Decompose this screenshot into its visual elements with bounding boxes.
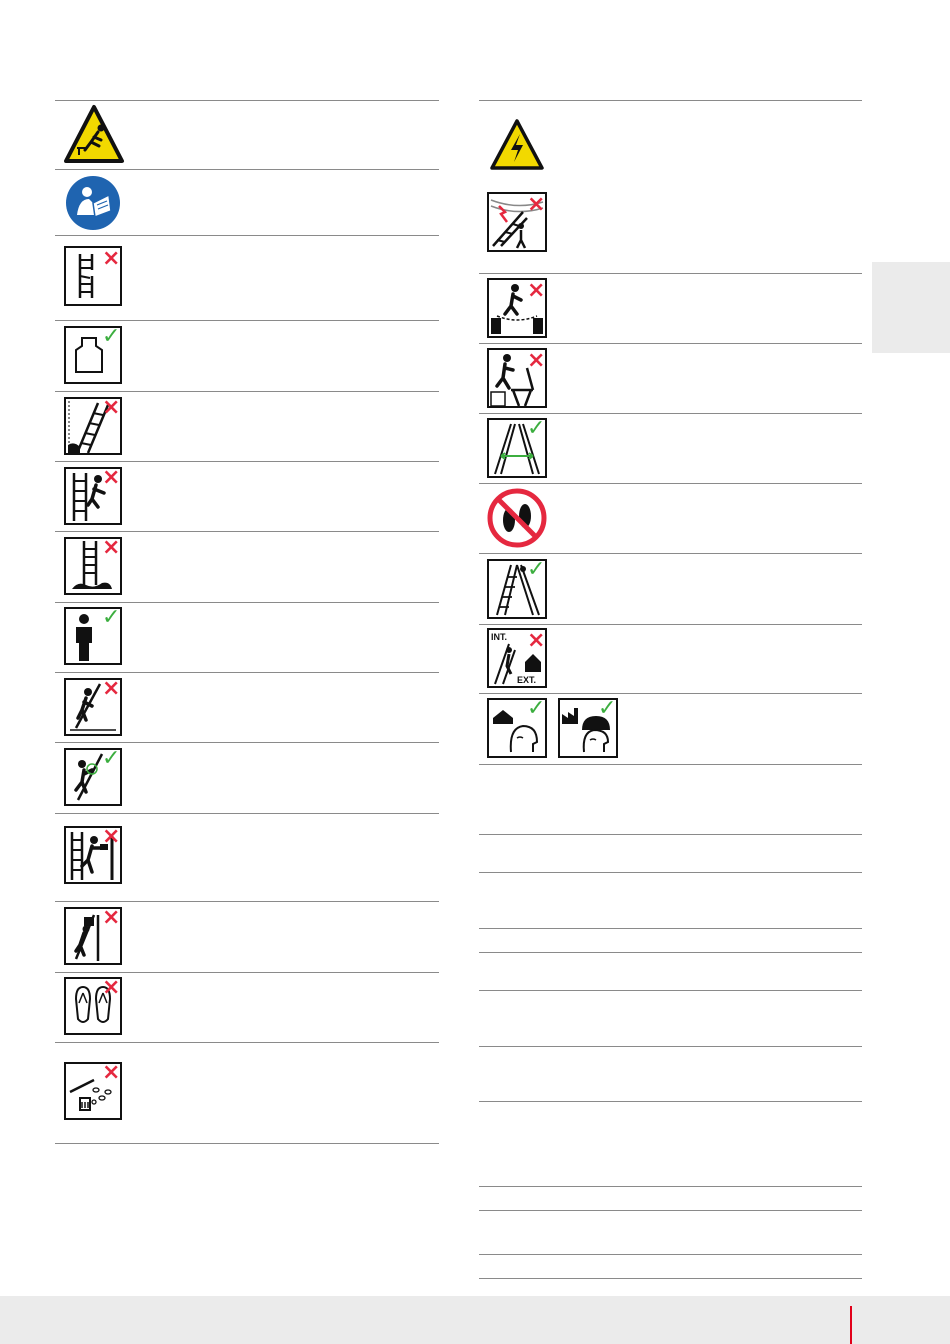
allowed-mark-icon: ✓ [102, 605, 121, 630]
prohibited-mark-icon: × [102, 465, 121, 490]
indoor-outdoor-use-icon [487, 628, 547, 688]
divider [55, 169, 439, 170]
prohibited-mark-icon: × [102, 246, 121, 271]
allowed-mark-icon: ✓ [527, 557, 546, 582]
right-icon-list [479, 100, 862, 1210]
medication-alcohol-icon [64, 1062, 122, 1120]
climbing-facing-away-icon [64, 678, 122, 736]
divider [479, 100, 862, 101]
do-not-stand-here-icon [487, 488, 547, 548]
combination-ladder-use-icon [487, 559, 547, 619]
allowed-mark-icon: ✓ [527, 416, 546, 441]
divider [479, 1046, 862, 1047]
divider [479, 413, 862, 414]
divider [479, 990, 862, 991]
allowed-mark-icon: ✓ [102, 746, 121, 771]
prohibited-mark-icon: × [102, 824, 121, 849]
maximum-load-weight-icon [64, 326, 122, 384]
divider [55, 461, 439, 462]
divider [55, 672, 439, 673]
divider [479, 273, 862, 274]
left-icon-list [55, 100, 439, 1146]
divider [55, 531, 439, 532]
prohibited-mark-icon: × [527, 348, 546, 373]
damaged-ladder-icon [64, 246, 122, 306]
divider [55, 1042, 439, 1043]
divider [479, 343, 862, 344]
prohibited-mark-icon: × [102, 676, 121, 701]
prohibited-mark-icon: × [102, 395, 121, 420]
person-stepping-off-side-icon [64, 467, 122, 525]
prohibited-mark-icon: × [527, 628, 546, 653]
stepping-across-to-another-surface-icon [487, 278, 547, 338]
divider [479, 1254, 862, 1255]
carrying-heavy-load-icon [64, 907, 122, 965]
allowed-mark-icon: ✓ [527, 696, 546, 721]
divider [479, 952, 862, 953]
divider [479, 1210, 862, 1211]
divider [479, 624, 862, 625]
ladder-on-slippery-surface-icon [64, 537, 122, 595]
standing-on-top-step-icon [487, 348, 547, 408]
divider [479, 1101, 862, 1102]
svg-text:INT.: INT. [491, 632, 508, 642]
page-footer [0, 1296, 950, 1344]
divider [479, 764, 862, 765]
divider [55, 320, 439, 321]
divider [55, 602, 439, 603]
allowed-mark-icon: ✓ [598, 696, 617, 721]
prohibited-mark-icon: × [102, 535, 121, 560]
divider [55, 1143, 439, 1144]
electrical-hazard-warning-icon [489, 118, 545, 172]
prohibited-mark-icon: × [527, 192, 546, 217]
divider [479, 872, 862, 873]
person-fit-condition-icon [64, 607, 122, 665]
fully-open-spreader-icon [487, 418, 547, 478]
prohibited-mark-icon: × [527, 278, 546, 303]
side-loading-drilling-icon [64, 826, 122, 884]
live-power-lines-icon [487, 192, 547, 252]
divider [55, 972, 439, 973]
footer-accent-bar [850, 1306, 852, 1344]
side-section-tab [872, 262, 950, 353]
divider [55, 100, 439, 101]
divider [479, 553, 862, 554]
divider [479, 1186, 862, 1187]
ladder-on-uneven-ground-icon [64, 397, 122, 455]
prohibited-mark-icon: × [102, 975, 121, 1000]
divider [479, 693, 862, 694]
divider [479, 1278, 862, 1279]
divider [479, 483, 862, 484]
fall-hazard-warning-icon [63, 104, 125, 164]
divider [55, 742, 439, 743]
domestic-use-icon [487, 698, 547, 758]
read-instructions-icon [65, 175, 121, 231]
allowed-mark-icon: ✓ [102, 324, 121, 349]
climbing-facing-ladder-icon [64, 748, 122, 806]
svg-text:EXT.: EXT. [517, 675, 537, 685]
prohibited-mark-icon: × [102, 905, 121, 930]
divider [479, 928, 862, 929]
divider [55, 813, 439, 814]
divider [479, 834, 862, 835]
divider [55, 901, 439, 902]
divider [55, 391, 439, 392]
prohibited-mark-icon: × [102, 1060, 121, 1085]
professional-use-icon [558, 698, 618, 758]
divider [55, 235, 439, 236]
unsuitable-footwear-icon [64, 977, 122, 1035]
